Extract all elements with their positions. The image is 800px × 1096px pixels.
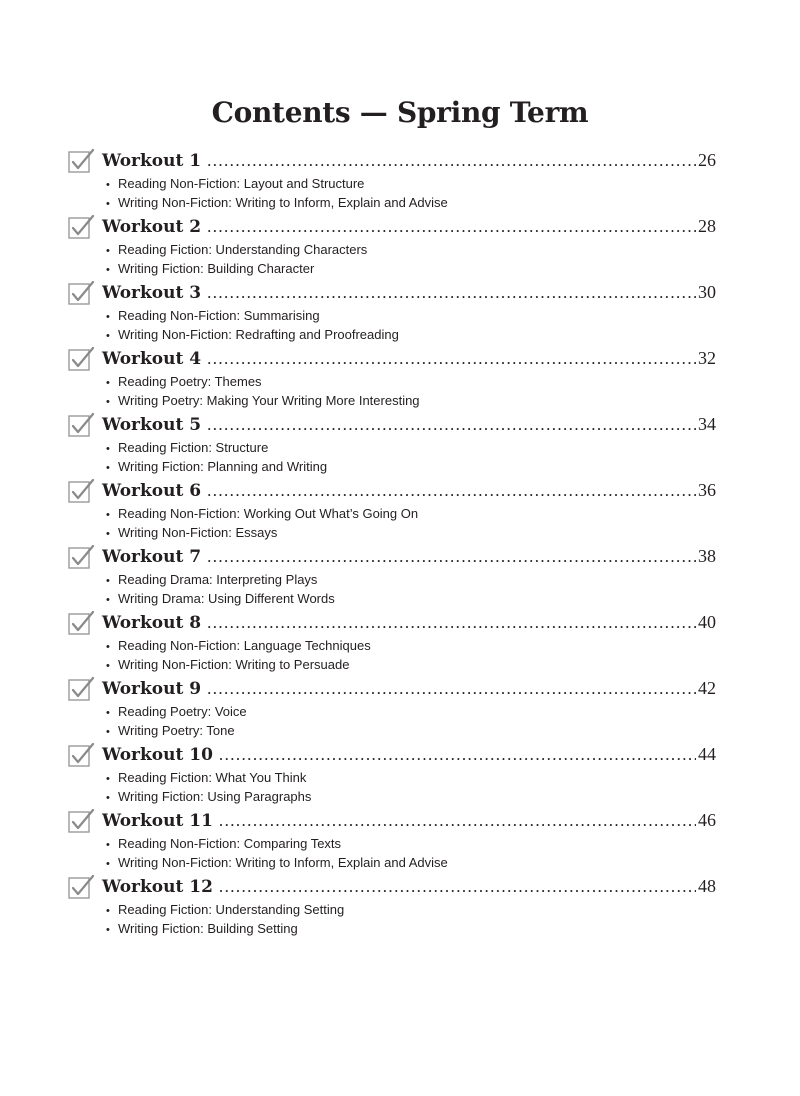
- toc-entry-heading[interactable]: [102, 480, 716, 504]
- topic-list: [106, 240, 367, 278]
- workout-title: Workout 1: [102, 151, 202, 171]
- bullet-icon: •: [106, 443, 110, 455]
- page-number: 38: [698, 546, 716, 566]
- topic-text: Writing Fiction: Building Setting: [118, 921, 298, 936]
- topic-item: [106, 391, 420, 410]
- bullet-icon: •: [106, 179, 110, 191]
- topic-item: [106, 636, 371, 655]
- topic-text: Reading Poetry: Voice: [118, 704, 247, 719]
- bullet-icon: •: [106, 858, 110, 870]
- workout-title: Workout 4: [102, 349, 202, 369]
- page-number: 46: [698, 810, 716, 830]
- topic-text: Writing Non-Fiction: Writing to Persuade: [118, 657, 350, 672]
- checkbox-tick-icon[interactable]: [68, 611, 95, 636]
- topic-text: Writing Non-Fiction: Writing to Inform, Explain and Advise: [118, 195, 448, 210]
- topic-list: [106, 834, 448, 872]
- topic-item: [106, 900, 344, 919]
- topic-text: Reading Non-Fiction: Working Out What’s Going On: [118, 506, 419, 521]
- bullet-icon: •: [106, 330, 110, 342]
- toc-entry-3: [68, 278, 716, 344]
- topic-item: [106, 372, 420, 391]
- bullet-icon: •: [106, 509, 110, 521]
- bullet-icon: •: [106, 198, 110, 210]
- workout-title: Workout 11: [102, 811, 213, 831]
- workout-title: Workout 2: [102, 217, 202, 237]
- checkbox-tick-icon[interactable]: [68, 875, 95, 900]
- bullet-icon: •: [106, 726, 110, 738]
- topic-list: [106, 570, 335, 608]
- topic-text: Writing Fiction: Planning and Writing: [118, 459, 328, 474]
- topic-item: [106, 523, 418, 542]
- topic-text: Writing Poetry: Making Your Writing More Interesting: [118, 393, 420, 408]
- checkbox-tick-icon[interactable]: [68, 677, 95, 702]
- toc-entry-heading[interactable]: [102, 216, 716, 240]
- toc-entry-9: [68, 674, 716, 740]
- bullet-icon: •: [106, 594, 110, 606]
- toc-entry-5: [68, 410, 716, 476]
- bullet-icon: •: [106, 264, 110, 276]
- page-number: 34: [698, 414, 716, 434]
- topic-item: [106, 306, 399, 325]
- checkbox-tick-icon[interactable]: [68, 347, 95, 372]
- dot-leader: [219, 877, 696, 897]
- bullet-icon: •: [106, 924, 110, 936]
- topic-list: [106, 900, 344, 938]
- topic-text: Reading Non-Fiction: Comparing Texts: [118, 836, 342, 851]
- bullet-icon: •: [106, 528, 110, 540]
- dot-leader: [207, 679, 696, 699]
- toc-entry-11: [68, 806, 716, 872]
- topic-item: [106, 174, 448, 193]
- topic-text: Reading Poetry: Themes: [118, 374, 262, 389]
- bullet-icon: •: [106, 839, 110, 851]
- topic-item: [106, 438, 327, 457]
- toc-entry-heading[interactable]: [102, 150, 716, 174]
- topic-item: [106, 721, 247, 740]
- toc-entry-heading[interactable]: [102, 282, 716, 306]
- checkbox-tick-icon[interactable]: [68, 479, 95, 504]
- toc-entry-heading[interactable]: [102, 414, 716, 438]
- bullet-icon: •: [106, 792, 110, 804]
- bullet-icon: •: [106, 641, 110, 653]
- workout-title: Workout 3: [102, 283, 202, 303]
- toc-entry-heading[interactable]: [102, 876, 716, 900]
- topic-item: [106, 240, 367, 259]
- bullet-icon: •: [106, 377, 110, 389]
- dot-leader: [207, 217, 696, 237]
- topic-text: Writing Non-Fiction: Redrafting and Proofreading: [118, 327, 399, 342]
- topic-text: Reading Drama: Interpreting Plays: [118, 572, 318, 587]
- toc-entry-1: [68, 146, 716, 212]
- toc-entry-2: [68, 212, 716, 278]
- toc-entry-4: [68, 344, 716, 410]
- topic-item: [106, 787, 311, 806]
- topic-text: Reading Fiction: Understanding Setting: [118, 902, 345, 917]
- page-number: 40: [698, 612, 716, 632]
- toc-entry-12: [68, 872, 716, 938]
- topic-text: Reading Non-Fiction: Layout and Structure: [118, 176, 365, 191]
- dot-leader: [219, 811, 696, 831]
- topic-text: Writing Non-Fiction: Writing to Inform, Explain and Advise: [118, 855, 448, 870]
- page-number: 36: [698, 480, 716, 500]
- checkbox-tick-icon[interactable]: [68, 743, 95, 768]
- bullet-icon: •: [106, 905, 110, 917]
- checkbox-tick-icon[interactable]: [68, 281, 95, 306]
- page-number: 48: [698, 876, 716, 896]
- topic-item: [106, 919, 344, 938]
- bullet-icon: •: [106, 575, 110, 587]
- table-of-contents: [68, 146, 716, 938]
- dot-leader: [207, 349, 696, 369]
- page-number: 28: [698, 216, 716, 236]
- page-number: 26: [698, 150, 716, 170]
- topic-list: [106, 504, 418, 542]
- bullet-icon: •: [106, 311, 110, 323]
- topic-item: [106, 504, 418, 523]
- topic-list: [106, 306, 399, 344]
- topic-text: Reading Fiction: What You Think: [118, 770, 307, 785]
- topic-text: Writing Non-Fiction: Essays: [118, 525, 278, 540]
- page-number: 42: [698, 678, 716, 698]
- topic-item: [106, 834, 448, 853]
- topic-text: Writing Drama: Using Different Words: [118, 591, 335, 606]
- topic-item: [106, 655, 371, 674]
- topic-list: [106, 636, 371, 674]
- page-number: 32: [698, 348, 716, 368]
- workout-title: Workout 12: [102, 877, 213, 897]
- dot-leader: [207, 415, 696, 435]
- dot-leader: [219, 745, 696, 765]
- page-title: Contents — Spring Term: [211, 96, 589, 129]
- topic-item: [106, 768, 311, 787]
- workout-title: Workout 9: [102, 679, 202, 699]
- topic-text: Writing Fiction: Using Paragraphs: [118, 789, 312, 804]
- topic-item: [106, 193, 448, 212]
- bullet-icon: •: [106, 462, 110, 474]
- topic-list: [106, 438, 327, 476]
- workout-title: Workout 6: [102, 481, 202, 501]
- bullet-icon: •: [106, 396, 110, 408]
- topic-list: [106, 702, 247, 740]
- checkbox-tick-icon[interactable]: [68, 149, 95, 174]
- checkbox-tick-icon[interactable]: [68, 545, 95, 570]
- checkbox-tick-icon[interactable]: [68, 809, 95, 834]
- workout-title: Workout 7: [102, 547, 202, 567]
- topic-text: Reading Fiction: Understanding Characters: [118, 242, 368, 257]
- page-number: 44: [698, 744, 716, 764]
- toc-entry-7: [68, 542, 716, 608]
- topic-item: [106, 702, 247, 721]
- toc-entry-heading[interactable]: [102, 546, 716, 570]
- workout-title: Workout 8: [102, 613, 202, 633]
- topic-text: Reading Non-Fiction: Summarising: [118, 308, 320, 323]
- toc-entry-6: [68, 476, 716, 542]
- topic-item: [106, 325, 399, 344]
- toc-entry-heading[interactable]: [102, 678, 716, 702]
- topic-item: [106, 589, 335, 608]
- page-number: 30: [698, 282, 716, 302]
- topic-item: [106, 457, 327, 476]
- dot-leader: [207, 547, 696, 567]
- topic-list: [106, 372, 420, 410]
- bullet-icon: •: [106, 245, 110, 257]
- toc-entry-8: [68, 608, 716, 674]
- toc-entry-heading[interactable]: [102, 348, 716, 372]
- workout-title: Workout 5: [102, 415, 202, 435]
- topic-item: [106, 259, 367, 278]
- toc-entry-heading[interactable]: [102, 744, 716, 768]
- topic-item: [106, 570, 335, 589]
- topic-item: [106, 853, 448, 872]
- topic-text: Reading Fiction: Structure: [118, 440, 269, 455]
- topic-list: [106, 174, 448, 212]
- dot-leader: [207, 151, 696, 171]
- topic-list: [106, 768, 311, 806]
- bullet-icon: •: [106, 660, 110, 672]
- dot-leader: [207, 283, 696, 303]
- topic-text: Writing Poetry: Tone: [118, 723, 235, 738]
- bullet-icon: •: [106, 773, 110, 785]
- toc-entry-10: [68, 740, 716, 806]
- dot-leader: [207, 481, 696, 501]
- topic-text: Writing Fiction: Building Character: [118, 261, 315, 276]
- checkbox-tick-icon[interactable]: [68, 215, 95, 240]
- toc-entry-heading[interactable]: [102, 810, 716, 834]
- bullet-icon: •: [106, 707, 110, 719]
- workout-title: Workout 10: [102, 745, 213, 765]
- topic-text: Reading Non-Fiction: Language Techniques: [118, 638, 371, 653]
- dot-leader: [207, 613, 696, 633]
- checkbox-tick-icon[interactable]: [68, 413, 95, 438]
- toc-entry-heading[interactable]: [102, 612, 716, 636]
